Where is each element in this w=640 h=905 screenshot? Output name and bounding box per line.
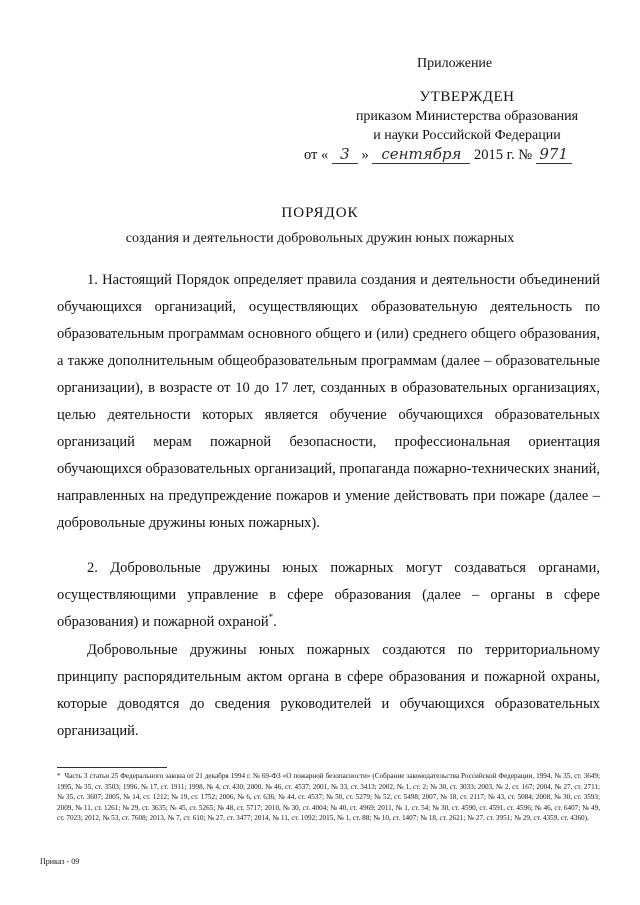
paragraph-3-block — [57, 637, 600, 745]
approval-line-2: и науки Российской Федерации — [373, 128, 561, 143]
order-number: 971 — [536, 145, 572, 164]
document-title: ПОРЯДОК — [281, 205, 359, 221]
paragraph-1-block — [57, 267, 600, 537]
paragraph-2-block — [57, 555, 600, 636]
footnote — [57, 771, 600, 824]
order-date-line — [304, 145, 572, 164]
approval-block — [302, 88, 632, 145]
document-subtitle: создания и деятельности добровольных дружин юных пожарных — [125, 231, 515, 246]
date-prefix: от « — [304, 147, 329, 163]
page-footer: Приказ - 09 — [40, 857, 80, 866]
footnote-divider — [57, 767, 167, 768]
paragraph-1: 1. Настоящий Порядок определяет правила создания и деятельности объединений обучающихся организаций, осуществляющих образовательную деятельность по образовательным программам основного общего и (или) среднего общего образования, а также дополнительным общеобразовательным программам (далее – образовательные организации), в возрасте от 10 до 17 лет, созданных в образовательных организациях, целью деятельности которых является обучение обучающихся образовательных организаций мерам пожарной безопасности, профессиональная ориентация обучающихся образовательных организаций, пропаганда пожарно-технических знаний, направленных на предупреждение пожаров и умение действовать при пожаре (далее – добровольные дружины юных пожарных). — [57, 272, 600, 531]
date-month: сентября — [372, 145, 470, 164]
approval-line-1: приказом Министерства образования — [355, 109, 579, 124]
date-mid: » — [361, 147, 369, 163]
paragraph-2 — [57, 555, 600, 636]
footnote-marker: * — [57, 772, 61, 780]
appendix-label: Приложение — [417, 56, 493, 71]
footnote-reference: * — [268, 612, 274, 623]
footnote-text: Часть 3 статьи 25 Федерального закона от 21 декабря 1994 г. № 69-ФЗ «О пожарной безопасности» (Собрание законодательства Российской Федерации, 1994, № 35, ст. 3649; 1995, № 35, ст. 3503; 1996, № 17, ст. 1911; 1998, № 4, ст. 430; 2000, № 46, ст. 4537; 2001, № 33, ст. 3413; 2002, № 1, ст. 2; № 30, ст. 3033; 2003, № 2, ст. 167; 2004, № 27, ст. 2711; № 35, ст. 3607; 2005, № 14, ст. 1212; № 19, ст. 1752; 2006, № 6, ст. 636; № 44, ст. 4537; № 50, ст. 5279; № 52, ст. 5498; 2007, № 18, ст. 2117; № 43, ст. 5084; 2008, № 30, ст. 3593; 2009, № 11, ст. 1261; № 29, ст. 3635; № 45, ст. 5265; № 48, ст. 5717; 2010, № 30, ст. 4004; № 40, ст. 4969; 2011, № 1, ст. 54; № 30, ст. 4590, ст. 4591, ст. 4596; № 46, ст. 6407; № 49, ст. 7023; 2012, № 53, ст. 7608; 2013, № 7, ст. 610; № 27, ст. 3477; 2014, № 11, ст. 1092; 2015, № 1, ст. 88; № 10, ст. 1407; № 18, ст. 2621; № 27, ст. 3951; № 29, ст. 4359, ст. 4360). — [57, 772, 600, 823]
date-day: 3 — [332, 145, 358, 164]
paragraph-2-end: . — [273, 614, 277, 630]
paragraph-3: Добровольные дружины юных пожарных создаются по территориальному принципу распорядительным актом органа в сфере образования и пожарной охраны, которые доводятся до сведения руководителей и обучающихся образовательных организаций. — [57, 642, 600, 739]
approved-heading: УТВЕРЖДЕН — [419, 89, 515, 105]
paragraph-2-text: 2. Добровольные дружины юных пожарных могут создаваться органами, осуществляющими управление в сфере образования (далее – органы в сфере образования) и пожарной охраной — [57, 560, 600, 630]
date-year: 2015 г. № — [474, 147, 533, 163]
